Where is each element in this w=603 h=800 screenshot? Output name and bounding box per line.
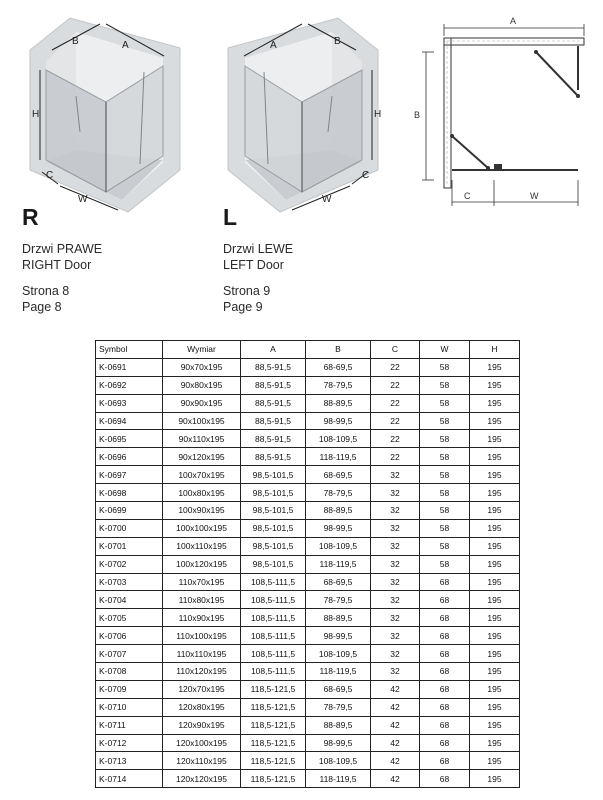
cell-c: 42 (371, 716, 420, 734)
header-wymiar: Wymiar (163, 341, 241, 359)
cell-a: 88,5-91,5 (241, 394, 306, 412)
cell-b: 108-109,5 (306, 537, 371, 555)
cell-b: 88-89,5 (306, 609, 371, 627)
cell-b: 88-89,5 (306, 716, 371, 734)
cell-a: 108,5-111,5 (241, 663, 306, 681)
cell-symbol: K-0705 (96, 609, 163, 627)
cell-symbol: K-0700 (96, 519, 163, 537)
cell-w: 68 (420, 752, 470, 770)
table-header-row (96, 341, 520, 359)
cell-w: 58 (420, 358, 470, 376)
left-door-drawing (216, 10, 396, 220)
table-row (96, 394, 520, 412)
cell-b: 78-79,5 (306, 376, 371, 394)
cell-w: 68 (420, 770, 470, 788)
cell-w: 58 (420, 519, 470, 537)
cell-wymiar: 110x120x195 (163, 663, 241, 681)
cell-h: 195 (470, 376, 520, 394)
table-row (96, 358, 520, 376)
right-door-illustration (18, 10, 198, 220)
cell-c: 22 (371, 394, 420, 412)
cell-symbol: K-0695 (96, 430, 163, 448)
cell-c: 32 (371, 537, 420, 555)
right-dim-b-label: B (72, 36, 79, 47)
cell-h: 195 (470, 466, 520, 484)
left-page-ref-pl: Strona 9 (223, 284, 271, 298)
cell-b: 88-89,5 (306, 502, 371, 520)
table-body (96, 358, 520, 787)
left-page-ref-en: Page 9 (223, 300, 263, 314)
cell-symbol: K-0701 (96, 537, 163, 555)
right-page-ref-pl: Strona 8 (22, 284, 70, 298)
right-door-label-en: RIGHT Door (22, 258, 92, 272)
cell-c: 32 (371, 555, 420, 573)
cell-symbol: K-0698 (96, 484, 163, 502)
table-row (96, 716, 520, 734)
cell-a: 88,5-91,5 (241, 376, 306, 394)
cell-h: 195 (470, 627, 520, 645)
cell-symbol: K-0697 (96, 466, 163, 484)
cell-w: 58 (420, 430, 470, 448)
cell-c: 22 (371, 448, 420, 466)
cell-wymiar: 100x120x195 (163, 555, 241, 573)
cell-h: 195 (470, 430, 520, 448)
table-row (96, 752, 520, 770)
cell-c: 32 (371, 502, 420, 520)
cell-symbol: K-0708 (96, 663, 163, 681)
table-row (96, 537, 520, 555)
cell-h: 195 (470, 519, 520, 537)
plan-dim-w-label: W (530, 191, 539, 201)
cell-wymiar: 120x100x195 (163, 734, 241, 752)
cell-wymiar: 100x80x195 (163, 484, 241, 502)
cell-a: 98,5-101,5 (241, 537, 306, 555)
cell-symbol: K-0707 (96, 645, 163, 663)
left-door-illustration (216, 10, 396, 220)
cell-b: 68-69,5 (306, 573, 371, 591)
cell-a: 118,5-121,5 (241, 716, 306, 734)
cell-h: 195 (470, 555, 520, 573)
cell-w: 68 (420, 627, 470, 645)
left-door-caption (223, 205, 403, 315)
cell-a: 108,5-111,5 (241, 591, 306, 609)
cell-symbol: K-0702 (96, 555, 163, 573)
cell-h: 195 (470, 645, 520, 663)
cell-b: 108-109,5 (306, 752, 371, 770)
cell-a: 88,5-91,5 (241, 412, 306, 430)
table-row (96, 609, 520, 627)
plan-dim-a-label: A (510, 16, 517, 26)
cell-b: 68-69,5 (306, 358, 371, 376)
cell-symbol: K-0693 (96, 394, 163, 412)
table-row (96, 555, 520, 573)
cell-symbol: K-0712 (96, 734, 163, 752)
cell-w: 58 (420, 448, 470, 466)
cell-h: 195 (470, 484, 520, 502)
cell-wymiar: 110x110x195 (163, 645, 241, 663)
left-dim-c-label: C (362, 170, 370, 181)
header-a: A (241, 341, 306, 359)
cell-wymiar: 120x120x195 (163, 770, 241, 788)
cell-wymiar: 90x110x195 (163, 430, 241, 448)
cell-w: 68 (420, 734, 470, 752)
cell-a: 108,5-111,5 (241, 609, 306, 627)
right-door-label-pl: Drzwi PRAWE (22, 242, 103, 256)
cell-c: 22 (371, 376, 420, 394)
cell-b: 78-79,5 (306, 484, 371, 502)
right-dim-h-label: H (32, 109, 40, 120)
cell-c: 32 (371, 484, 420, 502)
right-door-caption (22, 205, 202, 315)
cell-b: 98-99,5 (306, 412, 371, 430)
cell-w: 58 (420, 502, 470, 520)
cell-wymiar: 110x70x195 (163, 573, 241, 591)
cell-wymiar: 90x90x195 (163, 394, 241, 412)
right-dim-a-label: A (122, 40, 129, 51)
cell-b: 118-119,5 (306, 663, 371, 681)
plan-view-drawing (412, 10, 592, 210)
cell-w: 68 (420, 698, 470, 716)
table-row (96, 376, 520, 394)
cell-a: 108,5-111,5 (241, 573, 306, 591)
cell-b: 118-119,5 (306, 448, 371, 466)
cell-w: 68 (420, 663, 470, 681)
cell-a: 98,5-101,5 (241, 484, 306, 502)
left-dim-b-label: B (334, 36, 341, 47)
cell-symbol: K-0691 (96, 358, 163, 376)
dimensions-table (95, 340, 520, 788)
cell-h: 195 (470, 663, 520, 681)
header-b: B (306, 341, 371, 359)
cell-h: 195 (470, 698, 520, 716)
cell-wymiar: 90x100x195 (163, 412, 241, 430)
cell-wymiar: 100x110x195 (163, 537, 241, 555)
table-row (96, 448, 520, 466)
cell-symbol: K-0699 (96, 502, 163, 520)
cell-c: 42 (371, 680, 420, 698)
cell-h: 195 (470, 448, 520, 466)
cell-c: 22 (371, 430, 420, 448)
table-row (96, 573, 520, 591)
cell-h: 195 (470, 770, 520, 788)
cell-c: 22 (371, 358, 420, 376)
cell-symbol: K-0710 (96, 698, 163, 716)
cell-w: 58 (420, 555, 470, 573)
cell-w: 68 (420, 680, 470, 698)
plan-dim-c-label: C (464, 191, 471, 201)
table-row (96, 663, 520, 681)
left-door-label-pl: Drzwi LEWE (223, 242, 294, 256)
cell-w: 68 (420, 716, 470, 734)
cell-h: 195 (470, 537, 520, 555)
cell-wymiar: 110x90x195 (163, 609, 241, 627)
cell-wymiar: 100x70x195 (163, 466, 241, 484)
table-row (96, 466, 520, 484)
table-row (96, 680, 520, 698)
cell-wymiar: 110x100x195 (163, 627, 241, 645)
header-symbol: Symbol (96, 341, 163, 359)
cell-symbol: K-0714 (96, 770, 163, 788)
cell-b: 118-119,5 (306, 770, 371, 788)
cell-a: 108,5-111,5 (241, 645, 306, 663)
cell-h: 195 (470, 502, 520, 520)
cell-h: 195 (470, 573, 520, 591)
cell-a: 98,5-101,5 (241, 466, 306, 484)
cell-a: 118,5-121,5 (241, 752, 306, 770)
cell-symbol: K-0704 (96, 591, 163, 609)
header-h: H (470, 341, 520, 359)
cell-a: 108,5-111,5 (241, 627, 306, 645)
cell-h: 195 (470, 394, 520, 412)
cell-b: 108-109,5 (306, 645, 371, 663)
cell-a: 88,5-91,5 (241, 448, 306, 466)
cell-c: 32 (371, 645, 420, 663)
cell-symbol: K-0694 (96, 412, 163, 430)
left-dim-a-label: A (270, 40, 277, 51)
plan-view-diagram (412, 10, 592, 210)
cell-wymiar: 110x80x195 (163, 591, 241, 609)
cell-w: 58 (420, 394, 470, 412)
cell-symbol: K-0692 (96, 376, 163, 394)
cell-wymiar: 120x70x195 (163, 680, 241, 698)
cell-wymiar: 120x80x195 (163, 698, 241, 716)
left-dim-w-label: W (322, 194, 332, 205)
cell-b: 78-79,5 (306, 698, 371, 716)
cell-a: 98,5-101,5 (241, 555, 306, 573)
table-row (96, 627, 520, 645)
cell-a: 98,5-101,5 (241, 502, 306, 520)
cell-h: 195 (470, 412, 520, 430)
table-row (96, 484, 520, 502)
left-dim-h-label: H (374, 109, 382, 120)
cell-w: 68 (420, 591, 470, 609)
cell-a: 118,5-121,5 (241, 770, 306, 788)
cell-b: 68-69,5 (306, 466, 371, 484)
cell-w: 68 (420, 645, 470, 663)
cell-w: 68 (420, 573, 470, 591)
cell-c: 32 (371, 663, 420, 681)
cell-wymiar: 90x70x195 (163, 358, 241, 376)
cell-b: 98-99,5 (306, 734, 371, 752)
cell-wymiar: 90x120x195 (163, 448, 241, 466)
cell-h: 195 (470, 716, 520, 734)
cell-c: 32 (371, 627, 420, 645)
cell-c: 42 (371, 770, 420, 788)
cell-c: 32 (371, 609, 420, 627)
cell-symbol: K-0706 (96, 627, 163, 645)
cell-w: 58 (420, 537, 470, 555)
table-row (96, 430, 520, 448)
left-variant-letter: L (223, 204, 238, 230)
plan-dim-b-label: B (414, 110, 421, 120)
cell-c: 32 (371, 519, 420, 537)
right-door-drawing (18, 10, 198, 220)
cell-symbol: K-0711 (96, 716, 163, 734)
cell-w: 68 (420, 609, 470, 627)
cell-b: 68-69,5 (306, 680, 371, 698)
table-row (96, 698, 520, 716)
cell-b: 118-119,5 (306, 555, 371, 573)
right-dim-w-label: W (78, 194, 88, 205)
cell-h: 195 (470, 734, 520, 752)
cell-w: 58 (420, 484, 470, 502)
cell-symbol: K-0696 (96, 448, 163, 466)
cell-a: 88,5-91,5 (241, 358, 306, 376)
cell-wymiar: 100x100x195 (163, 519, 241, 537)
cell-wymiar: 120x110x195 (163, 752, 241, 770)
table-row (96, 645, 520, 663)
cell-a: 118,5-121,5 (241, 734, 306, 752)
cell-c: 32 (371, 591, 420, 609)
left-door-label-en: LEFT Door (223, 258, 284, 272)
table-row (96, 502, 520, 520)
cell-wymiar: 90x80x195 (163, 376, 241, 394)
cell-c: 42 (371, 698, 420, 716)
cell-b: 88-89,5 (306, 394, 371, 412)
header-w: W (420, 341, 470, 359)
table-row (96, 519, 520, 537)
cell-wymiar: 120x90x195 (163, 716, 241, 734)
cell-a: 88,5-91,5 (241, 430, 306, 448)
cell-a: 118,5-121,5 (241, 680, 306, 698)
cell-c: 42 (371, 734, 420, 752)
cell-w: 58 (420, 412, 470, 430)
table-row (96, 412, 520, 430)
table-row (96, 591, 520, 609)
table-row (96, 734, 520, 752)
cell-w: 58 (420, 466, 470, 484)
cell-symbol: K-0713 (96, 752, 163, 770)
cell-h: 195 (470, 680, 520, 698)
cell-symbol: K-0703 (96, 573, 163, 591)
cell-c: 32 (371, 466, 420, 484)
cell-w: 58 (420, 376, 470, 394)
cell-h: 195 (470, 609, 520, 627)
cell-h: 195 (470, 752, 520, 770)
cell-h: 195 (470, 358, 520, 376)
cell-a: 98,5-101,5 (241, 519, 306, 537)
cell-symbol: K-0709 (96, 680, 163, 698)
cell-b: 108-109,5 (306, 430, 371, 448)
cell-b: 98-99,5 (306, 519, 371, 537)
cell-h: 195 (470, 591, 520, 609)
cell-c: 42 (371, 752, 420, 770)
cell-b: 98-99,5 (306, 627, 371, 645)
cell-c: 32 (371, 573, 420, 591)
cell-c: 22 (371, 412, 420, 430)
table-row (96, 770, 520, 788)
cell-b: 78-79,5 (306, 591, 371, 609)
right-variant-letter: R (22, 204, 39, 230)
cell-a: 118,5-121,5 (241, 698, 306, 716)
cell-wymiar: 100x90x195 (163, 502, 241, 520)
header-c: C (371, 341, 420, 359)
right-page-ref-en: Page 8 (22, 300, 62, 314)
right-dim-c-label: C (46, 170, 54, 181)
